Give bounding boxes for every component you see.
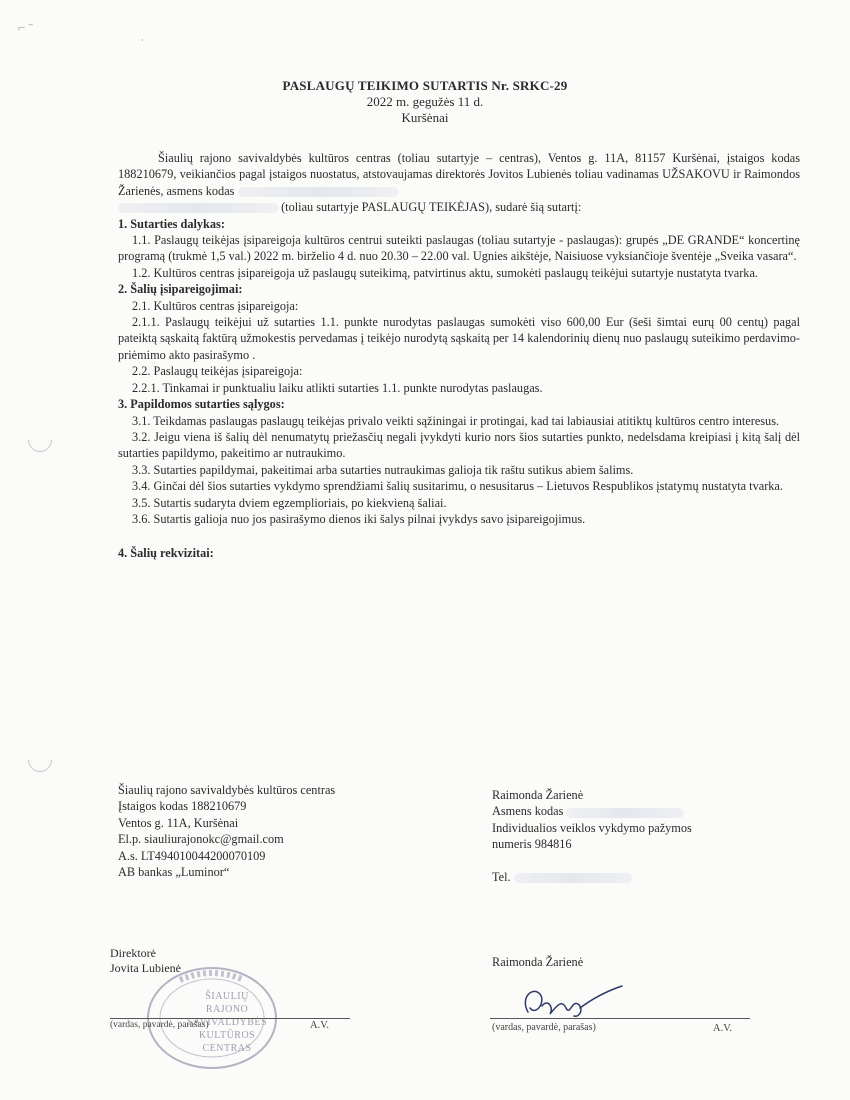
handwritten-signature (510, 978, 630, 1028)
intro-text-1: Šiaulių rajono savivaldybės kultūros centras (toliau sutartyje – centras), Ventos g. 11A, 81157 Kuršėnai, įstaigos kodas 188210679, veikiančios pagal įstaigos nuostatus, atstovaujamas direktorės Jovitos Lubienės toliau vadinamas UŽSAKOVU ir Raimondos Žarienės, asmens kodas (118, 151, 800, 198)
scan-artifact: ˈ (140, 36, 145, 51)
requisite-line: Ventos g. 11A, Kuršėnai (118, 815, 239, 830)
signature-line (490, 1018, 750, 1019)
official-stamp-text: ŠIAULIŲ RAJONO SAVIVALDYBĖS KULTŪROS CENTRAS (187, 991, 268, 1054)
clause-2-2-1: 2.2.1. Tinkamai ir punktualiu laiku atlikti sutarties 1.1. punkte nurodytas paslaugas. (132, 380, 543, 395)
punch-hole-mark (23, 743, 57, 777)
section-4-heading: 4. Šalių rekvizitai: (118, 546, 214, 561)
seal-place-label: A.V. (713, 1023, 733, 1034)
requisite-line-phone: Tel. (492, 869, 692, 885)
clause-3-3: 3.3. Sutarties papildymai, pakeitimai arba sutarties nutraukimas galioja tik raštu sutikus abiem šalims. (132, 462, 634, 477)
intro-paragraph (118, 150, 800, 216)
section-3-heading: 3. Papildomos sutarties sąlygos: (118, 397, 285, 412)
clause-3-5: 3.5. Sutartis sudaryta dviem egzemplioriais, po kiekvieną šaliai. (132, 495, 447, 510)
requisite-line: Individualios veiklos vykdymo pažymos (492, 820, 692, 835)
clause-2-2: 2.2. Paslaugų teikėjas įsipareigoja: (132, 364, 303, 379)
clause-3-1: 3.1. Teikdamas paslaugas paslaugų teikėjas privalo veikti sąžiningai ir protingai, kad tai labiausiai atitiktų kultūros centro interesus. (132, 413, 780, 428)
signature-line (110, 1018, 350, 1019)
clause-3-4: 3.4. Ginčai dėl šios sutarties vykdymo sprendžiami šalių susitarimu, o nesusitarus – Lietuvos Respublikos įstatymų nustatyta tvarka. (132, 479, 783, 494)
provider-requisites (492, 787, 692, 885)
requisite-line-personal-code: Asmens kodas (492, 803, 692, 819)
intro-text-2: (toliau sutartyje PASLAUGŲ TEIKĖJAS), sudarė šią sutartį: (281, 200, 582, 215)
signatory-role: Direktorė (110, 946, 156, 960)
redacted-personal-code-continued (118, 203, 278, 213)
contract-place: Kuršėnai (401, 110, 449, 125)
clause-3-6: 3.6. Sutartis galioja nuo jos pasirašymo dienos iki šalys pilnai įvykdys savo įsipareigojimus. (132, 511, 586, 526)
redacted-personal-code (238, 187, 398, 197)
punch-hole-mark (23, 423, 57, 457)
requisite-line: El.p. siauliurajonokc@gmail.com (118, 832, 284, 847)
scan-artifact: ⌐ ˉ (18, 20, 33, 35)
requisite-line: numeris 984816 (492, 837, 572, 852)
seal-place-label: A.V. (310, 1020, 330, 1031)
clause-2-1-1: 2.1.1. Paslaugų teikėjui už sutarties 1.1. punkte nurodytas paslaugas sumokėti viso 600,00 Eur (šeši šimtai eurų 00 centų) pagal pateiktą sąskaitą faktūrą užmokestis pervedamas į teikėjo nurodytą sąskaitą per 14 kalendorinių dienų nuo paslaugų suteikimo perdavimo-priėmimo akto pasirašymo . (118, 315, 800, 362)
signature-caption: (vardas, pavardė, parašas) (110, 1020, 209, 1030)
signatory-name: Raimonda Žarienė (492, 955, 584, 969)
document-header (0, 78, 850, 126)
contract-body (118, 150, 800, 562)
section-2-heading: 2. Šalių įsipareigojimai: (118, 282, 243, 297)
signature-caption: (vardas, pavardė, parašas) (492, 1022, 596, 1033)
customer-requisites (118, 782, 335, 880)
requisite-line: Įstaigos kodas 188210679 (118, 799, 247, 814)
signatory-name: Jovita Lubienė (110, 961, 181, 975)
contract-date: 2022 m. gegužės 11 d. (366, 94, 484, 109)
requisite-line: Šiaulių rajono savivaldybės kultūros centras (118, 783, 336, 797)
requisite-line: A.s. LT494010044200070109 (118, 848, 266, 863)
requisite-line: AB bankas „Luminor“ (118, 865, 230, 880)
redacted-personal-code (566, 808, 684, 818)
section-1-heading: 1. Sutarties dalykas: (118, 216, 225, 231)
clause-1-1: 1.1. Paslaugų teikėjas įsipareigoja kultūros centrui suteikti paslaugas (toliau sutartyje - paslaugas): grupės „DE GRANDE“ koncertinę programą (trukmė 1,5 val.) 2022 m. birželio 4 d. nuo 20.30 – 22.00 val. Ugnies aikštėje, Naisiuose vyksiančioje šventėje „Sveika vasara“. (118, 233, 800, 264)
redacted-phone (514, 873, 632, 883)
clause-2-1: 2.1. Kultūros centras įsipareigoja: (132, 298, 299, 313)
contract-title: PASLAUGŲ TEIKIMO SUTARTIS Nr. SRKC-29 (282, 78, 568, 93)
provider-signature-block (492, 954, 583, 970)
clause-1-2: 1.2. Kultūros centras įsipareigoja už paslaugų suteikimą, patvirtinus aktu, sumokėti paslaugų teikėjui sutartyje nustatyta tvarka. (132, 265, 758, 280)
requisite-line: Raimonda Žarienė (492, 788, 584, 802)
clause-3-2: 3.2. Jeigu viena iš šalių dėl nenumatytų priežasčių negali įvykdyti kurio nors šios sutarties punkto, nedelsdama kreipiasi į kitą šalį dėl sutarties papildymo, pakeitimo ar nutraukimo. (118, 429, 800, 461)
